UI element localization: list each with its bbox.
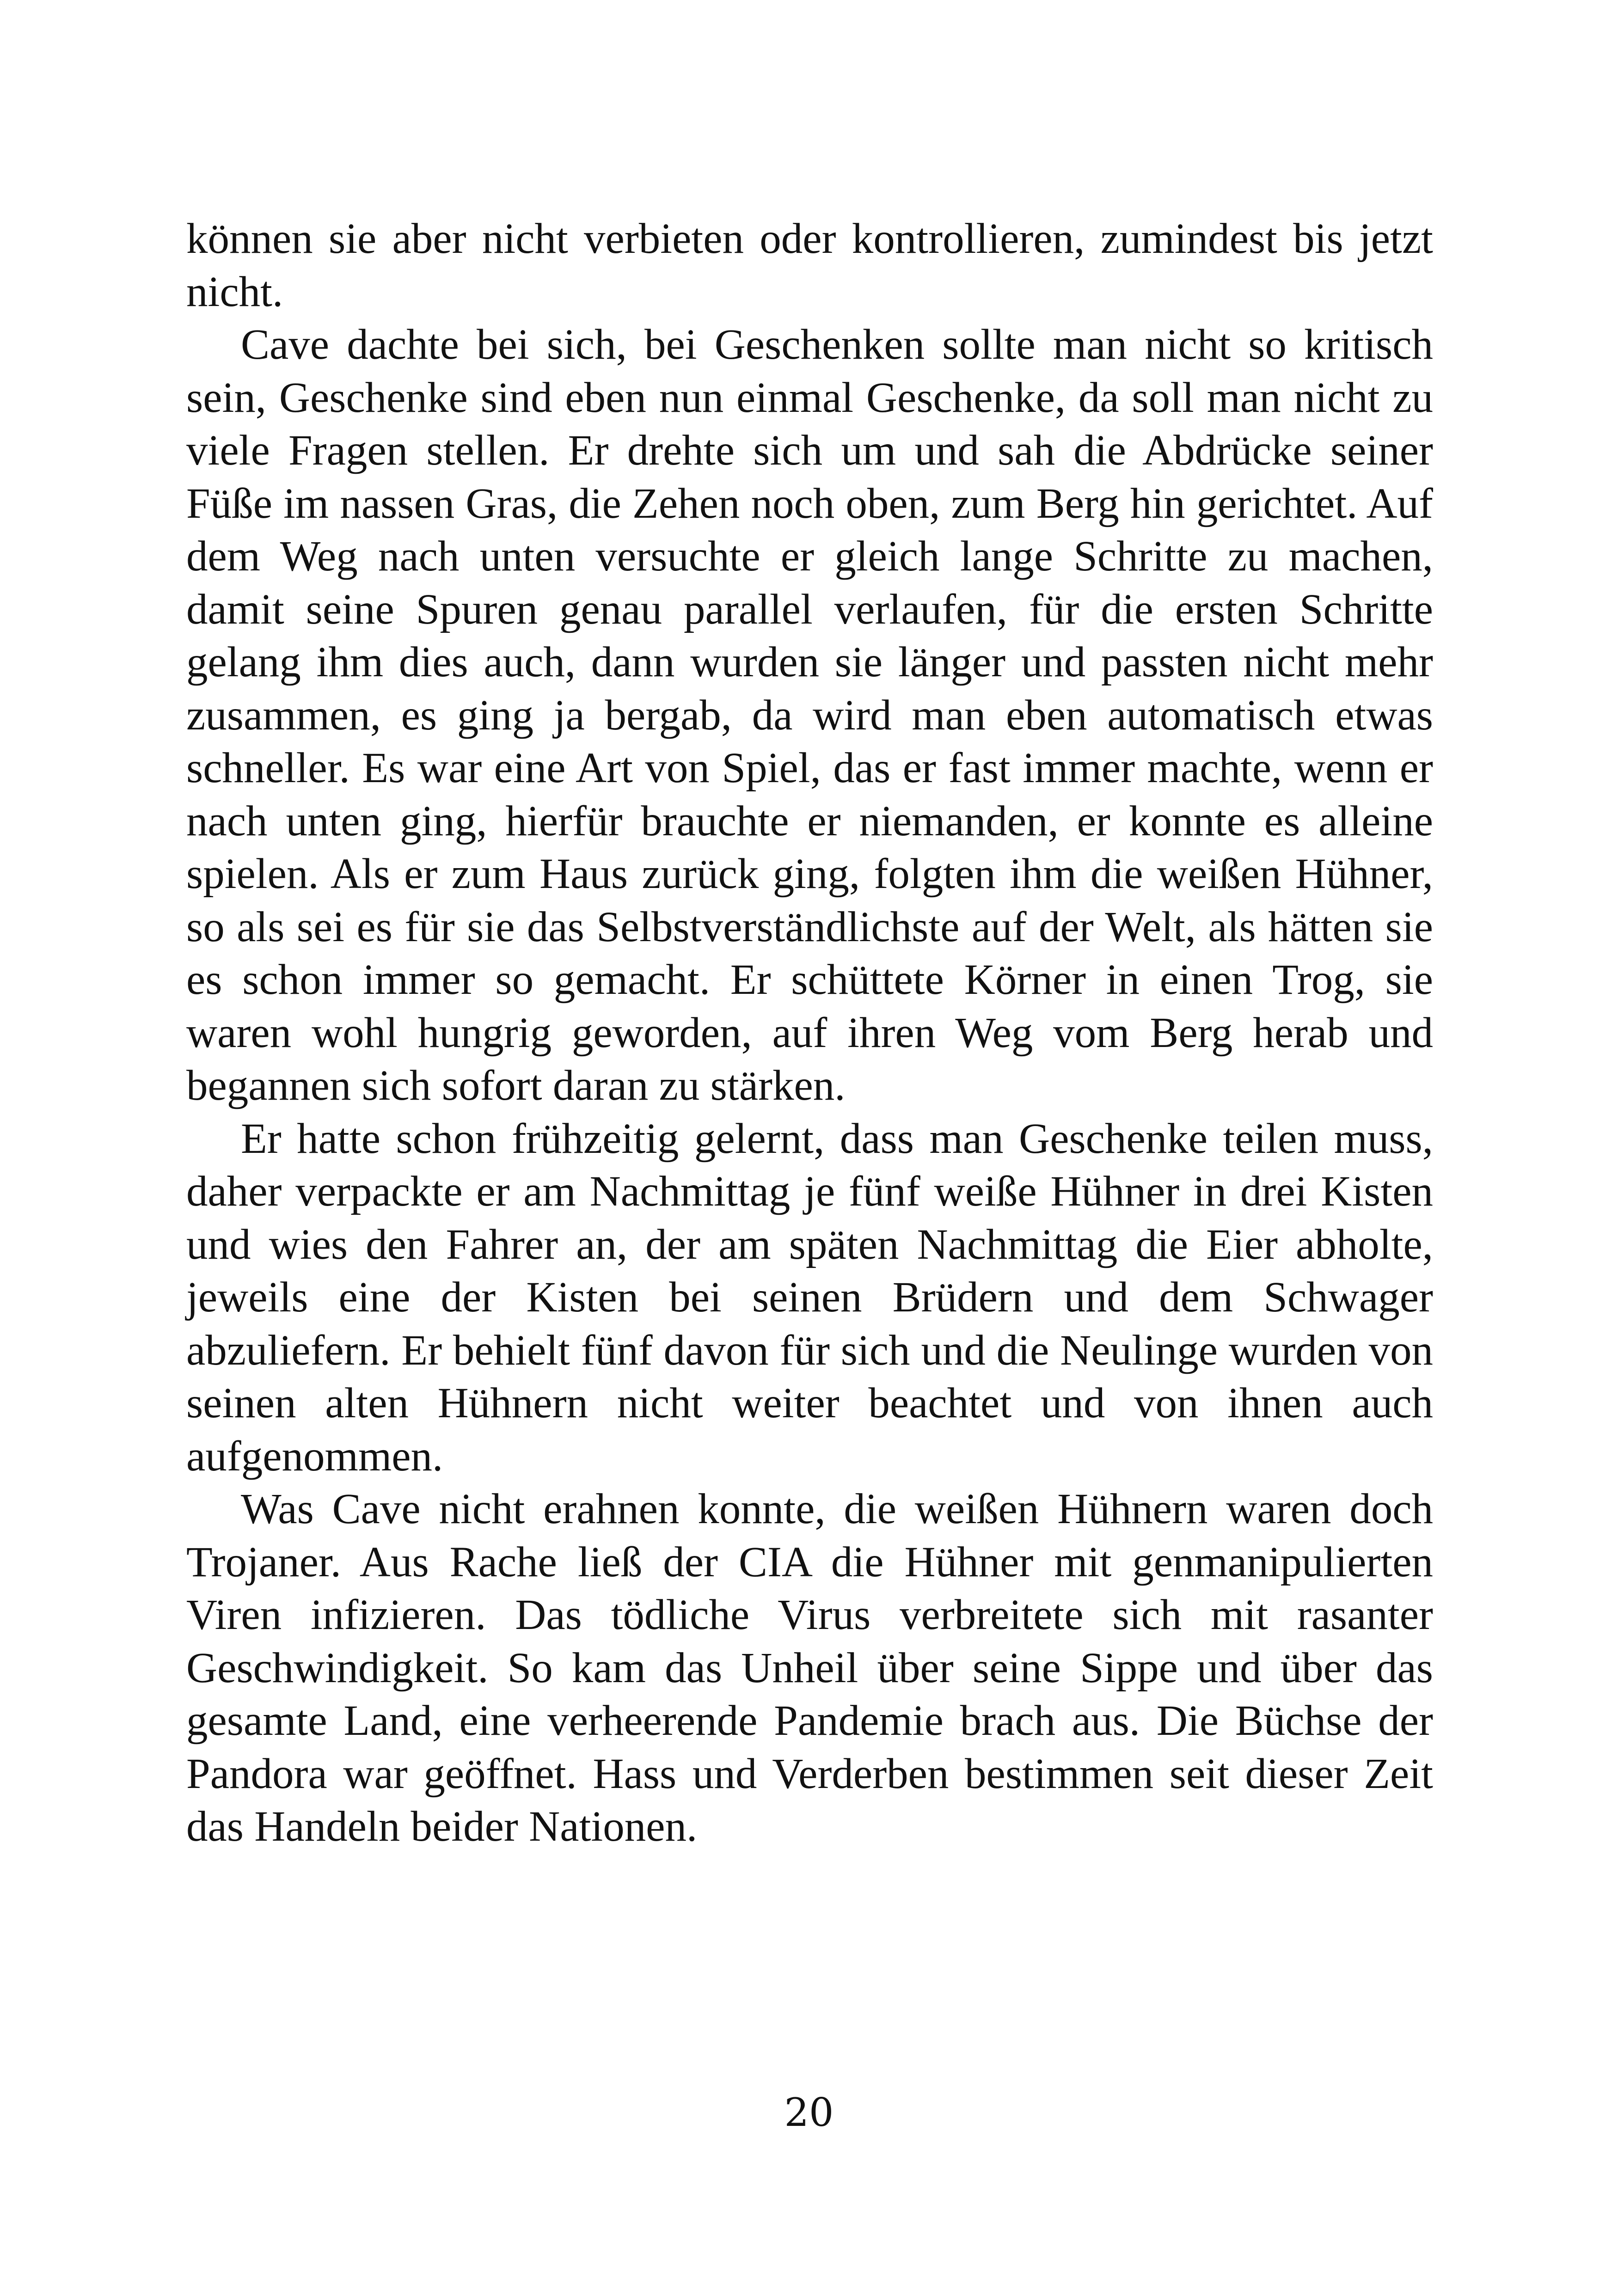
- paragraph-sharing-gifts: Er hatte schon frühzeitig gelernt, dass man Geschenke teilen muss, daher verpackte er am Nachmittag je fünf weiße Hühner in drei Kisten und wies den Fahrer an, der am späten Nachmittag die Eier abholte, jeweils eine der Kisten bei seinen Brüdern und dem Schwager abzuliefern. Er behielt fünf davon für sich und die Neulinge wurden von seinen alten Hühnern nicht weiter beachtet und von ihnen auch aufgenommen.: [186, 1114, 1433, 1480]
- paragraph-trojan-chickens: Was Cave nicht erahnen konnte, die weißen Hühnern waren doch Trojaner. Aus Rache ließ der CIA die Hühner mit genmanipulierten Viren infizieren. Das tödliche Virus verbreitete sich mit rasanter Geschwindigkeit. So kam das Unheil über seine Sippe und über das gesamte Land, eine verheerende Pandemie brach aus. Die Büchse der Pandora war geöffnet. Hass und Verderben bestimmen seit dieser Zeit das Handeln beider Nationen.: [186, 1485, 1433, 1850]
- body-text: [186, 213, 1433, 1854]
- page-number: 20: [784, 2090, 834, 2135]
- paragraph-cave-gifts: Cave dachte bei sich, bei Geschenken sollte man nicht so kritisch sein, Geschenke sind eben nun einmal Geschenke, da soll man nicht zu viele Fragen stellen. Er drehte sich um und sah die Abdrücke seiner Füße im nassen Gras, die Zehen noch oben, zum Berg hin gerichtet. Auf dem Weg nach unten versuchte er gleich lange Schritte zu machen, damit seine Spuren genau parallel verlaufen, für die ersten Schritte gelang ihm dies auch, dann wurden sie länger und passten nicht mehr zusammen, es ging ja bergab, da wird man eben automatisch etwas schneller. Es war eine Art von Spiel, das er fast immer machte, wenn er nach unten ging, hierfür brauchte er niemanden, er konnte es alleine spielen. Als er zum Haus zurück ging, folgten ihm die weißen Hühner, so als sei es für sie das Selbstverständlichste auf der Welt, als hätten sie es schon immer so gemacht. Er schüttete Körner in einen Trog, sie waren wohl hungrig geworden, auf ihren Weg vom Berg herab und begannen sich sofort daran zu stärken.: [186, 321, 1433, 1109]
- paragraph-continued: können sie aber nicht verbieten oder kontrollieren, zumindest bis jetzt nicht.: [186, 215, 1433, 316]
